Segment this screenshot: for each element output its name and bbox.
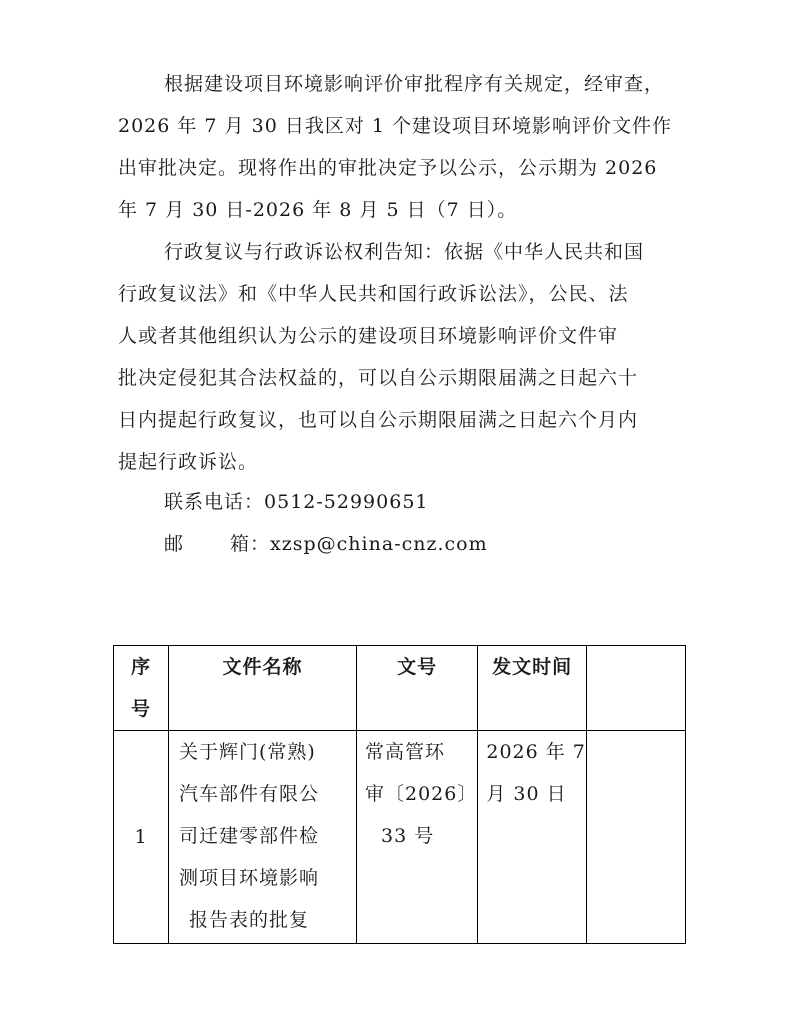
header-doc-number [357,646,478,731]
cell-line: 汽车部件有限公 [179,783,320,805]
cell-file-name [169,731,357,944]
text-line: 2026 年 7 月 30 日我区对 1 个建设项目环境影响评价文件作 [118,115,672,137]
cell-line: 报告表的批复 [189,909,310,931]
header-file-name [169,646,357,731]
cell-line: 月 30 日 [486,783,567,805]
paragraph-review-notice [118,63,688,231]
text-line: 行政复议与行政诉讼权利告知：依据《中华人民共和国 [164,241,645,263]
phone-label: 联系电话： [164,491,265,513]
email-label-char2: 箱： [230,533,271,555]
header-seq-line: 号 [130,698,151,720]
cell-seq: 1 [114,731,169,944]
cell-line: 2026 年 7 [486,741,586,763]
phone-number: 0512-52990651 [264,491,429,513]
cell-doc-number [357,731,478,944]
text-line: 年 7 月 30 日-2026 年 8 月 5 日（7 日）。 [118,199,518,221]
text-line: 人或者其他组织认为公示的建设项目环境影响评价文件审 [118,325,619,347]
cell-line: 33 号 [381,825,435,847]
header-issue-date [478,646,587,731]
header-seq [114,646,169,731]
paragraph-rights-notice [118,231,688,483]
text-line: 日内提起行政复议，也可以自公示期限届满之日起六个月内 [118,409,639,431]
cell-line: 审〔2026〕 [365,783,478,805]
header-doc-number-text: 文号 [397,656,438,678]
email-address: xzsp@china-cnz.com [270,533,488,555]
text-line: 出审批决定。现将作出的审批决定予以公示，公示期为 2026 [118,157,658,179]
cell-line: 司迁建零部件检 [179,825,320,847]
cell-line: 常高管环 [365,741,446,763]
table-row [114,731,686,944]
text-line: 提起行政诉讼。 [118,451,259,473]
documents-table [113,645,686,944]
header-issue-date-text: 发文时间 [492,656,573,678]
cell-issue-date [478,731,587,944]
header-seq-line: 序 [130,656,151,678]
cell-extra [586,731,685,944]
text-line: 批决定侵犯其合法权益的，可以自公示期限届满之日起六十 [118,367,639,389]
text-line: 行政复议法》和《中华人民共和国行政诉讼法》，公民、法 [118,283,629,305]
cell-line: 测项目环境影响 [179,867,320,889]
cell-line: 关于辉门(常熟) [179,741,316,763]
table-header-row [114,646,686,731]
contact-email [164,523,488,565]
header-file-name-text: 文件名称 [222,656,303,678]
header-extra-text [587,646,685,688]
header-extra [586,646,685,731]
text-line: 根据建设项目环境影响评价审批程序有关规定，经审查， [164,73,665,95]
email-label-char1: 邮 [164,533,185,555]
contact-phone [164,481,429,523]
